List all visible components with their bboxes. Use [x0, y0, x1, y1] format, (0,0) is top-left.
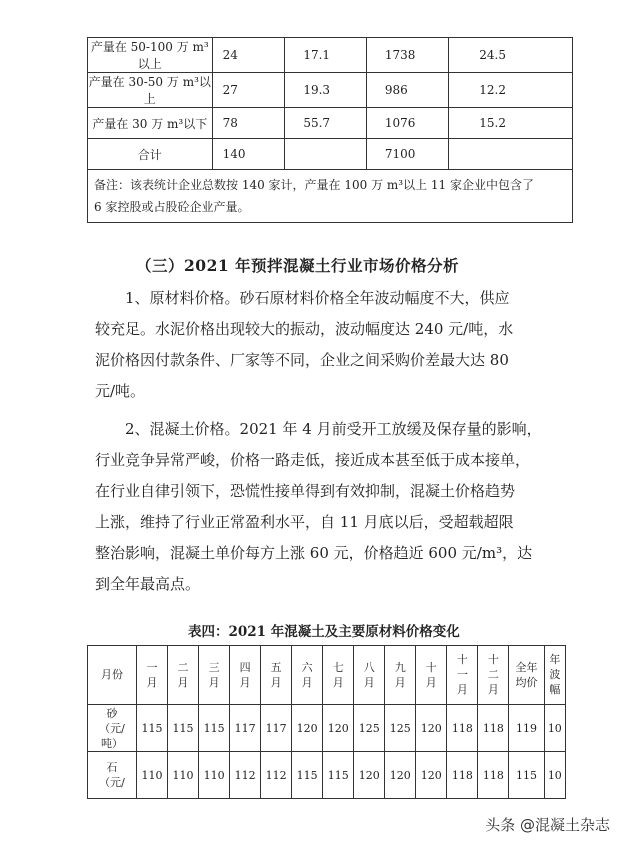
table-note	[88, 170, 573, 223]
table-row	[88, 73, 573, 108]
value-cell: 118	[447, 752, 478, 799]
paragraph-line: 2、混凝土价格。2021 年 4 月前受开工放缓及保存量的影响，	[125, 420, 542, 438]
header-cell	[230, 646, 261, 705]
row-label-cell: 合计	[88, 139, 213, 170]
header-row	[88, 646, 566, 705]
value-cell: 140	[212, 139, 285, 170]
value-cell: 1076	[366, 108, 448, 139]
value-cell: 120	[416, 705, 447, 752]
table-row	[88, 108, 573, 139]
value-cell: 115	[137, 705, 168, 752]
row-label-cell	[88, 752, 137, 799]
value-cell: 12.2	[449, 73, 573, 108]
header-label: 十一月	[456, 653, 468, 696]
watermark: 头条 @混凝土杂志	[485, 816, 610, 834]
value-cell: 115	[292, 752, 323, 799]
value-cell: 117	[230, 705, 261, 752]
note-line: 备注：该表统计企业总数按 140 家计，产量在 100 万 m³以上 11 家企业中包含了	[94, 178, 534, 192]
paragraph-line: 到全年最高点。	[95, 575, 201, 593]
paragraph-line: 1、原材料价格。砂石原材料价格全年波动幅度不大，供应	[125, 289, 510, 307]
header-label: 二月	[177, 660, 189, 689]
value-cell: 24	[212, 38, 285, 73]
header-cell	[354, 646, 385, 705]
value-cell: 118	[478, 705, 509, 752]
header-label: 八月	[363, 660, 375, 689]
table-row	[88, 38, 573, 73]
paragraph-line: 较充足。水泥价格出现较大的振动，波动幅度达 240 元/吨，水	[95, 320, 514, 338]
note-line: 6 家控股或占股砼企业产量。	[94, 200, 250, 214]
price-table	[87, 645, 566, 799]
table-row	[88, 139, 573, 170]
header-cell	[478, 646, 509, 705]
value-cell: 118	[447, 705, 478, 752]
row-label: 砂（元/吨）	[99, 706, 125, 750]
section-title: （三）2021 年预拌混凝土行业市场价格分析	[136, 256, 460, 275]
paragraph-line: 元/吨。	[95, 382, 146, 400]
header-cell	[292, 646, 323, 705]
header-cell	[137, 646, 168, 705]
row-label: 石（元/	[99, 761, 125, 789]
value-cell: 55.7	[285, 108, 367, 139]
paragraph-raw-material	[95, 283, 543, 407]
header-label: 全年均价	[515, 660, 538, 689]
header-label: 月份	[101, 668, 123, 681]
header-label: 三月	[208, 660, 220, 689]
value-cell: 120	[416, 752, 447, 799]
table-row	[88, 705, 566, 752]
value-cell: 115	[199, 705, 230, 752]
header-cell	[323, 646, 354, 705]
header-cell	[261, 646, 292, 705]
header-cell	[447, 646, 478, 705]
header-label: 七月	[332, 660, 344, 689]
row-label-cell: 产量在 30 万 m³以下	[88, 108, 213, 139]
header-cell	[88, 646, 137, 705]
table-title: 表四：2021 年混凝土及主要原材料价格变化	[188, 624, 460, 640]
value-cell: 24.5	[449, 38, 573, 73]
header-label: 年波幅	[549, 653, 561, 696]
value-cell: 17.1	[285, 38, 367, 73]
value-cell: 115	[168, 705, 199, 752]
header-label: 十月	[425, 660, 437, 689]
header-cell	[544, 646, 565, 705]
header-cell	[168, 646, 199, 705]
table-row	[88, 752, 566, 799]
production-table	[87, 37, 573, 223]
row-label-cell	[88, 705, 137, 752]
header-label: 一月	[146, 660, 158, 689]
value-cell: 110	[137, 752, 168, 799]
value-cell: 78	[212, 108, 285, 139]
header-label: 十二月	[487, 653, 499, 696]
header-label: 四月	[239, 660, 251, 689]
header-cell	[385, 646, 416, 705]
value-cell: 120	[292, 705, 323, 752]
table-note-row	[88, 170, 573, 223]
value-cell: 112	[261, 752, 292, 799]
header-cell	[416, 646, 447, 705]
value-cell: 115	[509, 752, 544, 799]
value-cell: 10	[544, 705, 565, 752]
paragraph-line: 在行业自律引领下，恐慌性接单得到有效抑制，混凝土价格趋势	[95, 482, 516, 500]
value-cell	[285, 139, 367, 170]
paragraph-line: 整治影响，混凝土单价每方上涨 60 元，价格趋近 600 元/m³，达	[95, 544, 533, 562]
value-cell: 986	[366, 73, 448, 108]
value-cell: 19.3	[285, 73, 367, 108]
paragraph-line: 行业竞争异常严峻，价格一路走低，接近成本甚至低于成本接单，	[95, 451, 531, 469]
value-cell: 1738	[366, 38, 448, 73]
value-cell: 118	[478, 752, 509, 799]
value-cell: 112	[230, 752, 261, 799]
header-cell	[509, 646, 544, 705]
value-cell: 115	[323, 752, 354, 799]
row-label-cell: 产量在 50-100 万 m³以上	[88, 38, 213, 73]
value-cell: 119	[509, 705, 544, 752]
value-cell: 117	[261, 705, 292, 752]
value-cell: 27	[212, 73, 285, 108]
paragraph-line: 上涨，维持了行业正常盈利水平，自 11 月底以后，受超载超限	[95, 513, 514, 531]
row-label-cell: 产量在 30-50 万 m³以上	[88, 73, 213, 108]
value-cell	[449, 139, 573, 170]
value-cell: 125	[385, 705, 416, 752]
paragraph-concrete-price	[95, 414, 543, 600]
header-label: 五月	[270, 660, 282, 689]
value-cell: 110	[199, 752, 230, 799]
header-label: 六月	[301, 660, 313, 689]
value-cell: 125	[354, 705, 385, 752]
value-cell: 15.2	[449, 108, 573, 139]
paragraph-line: 泥价格因付款条件、厂家等不同，企业之间采购价差最大达 80	[95, 351, 509, 369]
header-cell	[199, 646, 230, 705]
value-cell: 7100	[366, 139, 448, 170]
value-cell: 120	[385, 752, 416, 799]
value-cell: 110	[168, 752, 199, 799]
value-cell: 10	[544, 752, 565, 799]
value-cell: 120	[354, 752, 385, 799]
value-cell: 120	[323, 705, 354, 752]
header-label: 九月	[394, 660, 406, 689]
